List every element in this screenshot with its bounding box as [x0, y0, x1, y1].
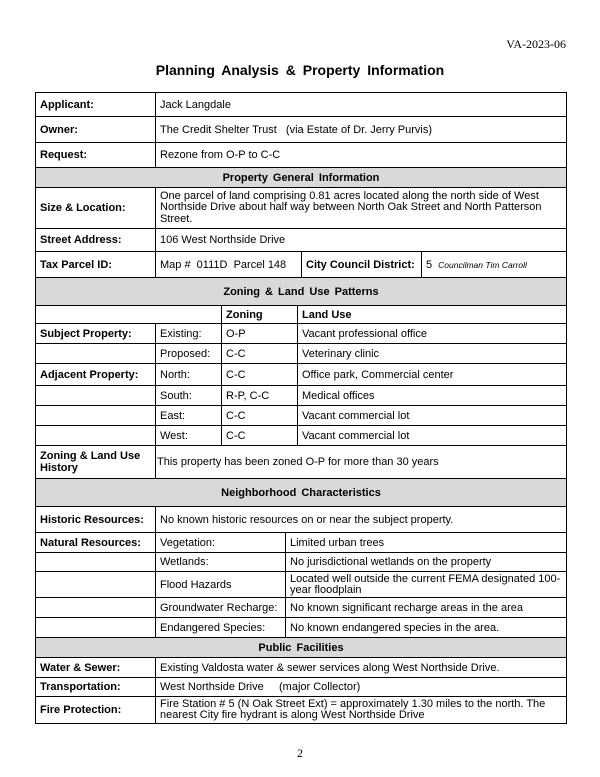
- adjacent-south-row: [36, 385, 566, 405]
- natural-endangered-row: [36, 617, 566, 637]
- adjacent-north-row: [36, 363, 566, 385]
- natural-resource-value: No jurisdictional wetlands on the property: [285, 553, 566, 571]
- subject-land-use: Vacant professional office: [297, 324, 566, 343]
- zoning-history-label: Zoning & Land Use History: [40, 450, 141, 474]
- council-district-number: 5: [426, 258, 433, 271]
- page-number: 2: [297, 746, 303, 760]
- planning-table: [35, 92, 567, 724]
- natural-resource-name: Vegetation:: [155, 533, 285, 552]
- adjacent-direction: South:: [155, 386, 221, 405]
- adjacent-land-use: Vacant commercial lot: [297, 406, 566, 425]
- tax-parcel-row: [36, 251, 566, 277]
- land-use-column-header: Land Use: [297, 306, 566, 323]
- fire-protection-value: Fire Station # 5 (N Oak Street Ext) = approximately 1.30 miles to the north. The nearest City fire hydrant is along West Northside Drive: [155, 697, 566, 723]
- applicant-value: Jack Langdale: [155, 93, 566, 116]
- adjacent-direction: North:: [155, 364, 221, 385]
- water-sewer-label: Water & Sewer:: [40, 661, 121, 674]
- natural-resource-name: Endangered Species:: [155, 618, 285, 637]
- subject-zoning: O-P: [221, 324, 297, 343]
- subject-land-use: Veterinary clinic: [297, 344, 566, 363]
- zoning-history-row: [36, 445, 566, 478]
- tax-parcel-value: Map # 0111D Parcel 148: [155, 252, 301, 277]
- street-address-value: 106 West Northside Drive: [155, 229, 566, 251]
- subject-existing-row: [36, 323, 566, 343]
- council-district-value: [421, 252, 566, 277]
- historic-resources-value: No known historic resources on or near the subject property.: [155, 507, 566, 532]
- adjacent-zoning: R-P, C-C: [221, 386, 297, 405]
- adjacent-east-row: [36, 405, 566, 425]
- public-facilities-heading: Public Facilities: [36, 638, 566, 657]
- request-row: [36, 142, 566, 167]
- subject-zoning: C-C: [221, 344, 297, 363]
- applicant-label: Applicant:: [40, 98, 94, 111]
- natural-resource-value: No known significant recharge areas in the area: [285, 598, 566, 617]
- zoning-columns-row: [36, 305, 566, 323]
- natural-flood-row: [36, 571, 566, 597]
- natural-resources-label: Natural Resources:: [40, 536, 141, 549]
- neighborhood-heading: Neighborhood Characteristics: [36, 479, 566, 506]
- zoning-heading: Zoning & Land Use Patterns: [36, 278, 566, 305]
- natural-wetlands-row: [36, 552, 566, 571]
- transportation-label: Transportation:: [40, 681, 121, 693]
- subject-property-label: Subject Property:: [40, 327, 132, 340]
- neighborhood-heading-row: [36, 478, 566, 506]
- subject-type: Existing:: [155, 324, 221, 343]
- fire-protection-row: [36, 696, 566, 723]
- transportation-value: West Northside Drive (major Collector): [155, 678, 566, 696]
- subject-proposed-row: [36, 343, 566, 363]
- applicant-row: [36, 93, 566, 116]
- natural-groundwater-row: [36, 597, 566, 617]
- adjacent-land-use: Office park, Commercial center: [297, 364, 566, 385]
- owner-label: Owner:: [40, 123, 78, 136]
- natural-resource-name: Flood Hazards: [155, 572, 285, 597]
- adjacent-direction: East:: [155, 406, 221, 425]
- zoning-column-header: Zoning: [221, 306, 297, 323]
- request-value: Rezone from O-P to C-C: [155, 143, 566, 167]
- adjacent-property-label: Adjacent Property:: [40, 368, 139, 381]
- document-title: Planning Analysis & Property Information: [155, 62, 445, 78]
- size-location-label: Size & Location:: [40, 202, 126, 214]
- water-sewer-row: [36, 657, 566, 677]
- owner-value: The Credit Shelter Trust (via Estate of Dr. Jerry Purvis): [155, 117, 566, 142]
- adjacent-zoning: C-C: [221, 364, 297, 385]
- natural-resource-value: Located well outside the current FEMA designated 100-year floodplain: [285, 572, 566, 597]
- size-location-value: One parcel of land comprising 0.81 acres located along the north side of West Northside Drive about half way between North Oak Street and North Patterson Street.: [155, 188, 566, 228]
- property-general-heading: Property General Information: [36, 168, 566, 187]
- tax-parcel-label: Tax Parcel ID:: [40, 258, 112, 271]
- public-facilities-heading-row: [36, 637, 566, 657]
- council-district-label: City Council District:: [301, 252, 421, 277]
- natural-resource-name: Wetlands:: [155, 553, 285, 571]
- fire-protection-label: Fire Protection:: [40, 704, 122, 716]
- street-address-label: Street Address:: [40, 234, 122, 246]
- historic-resources-label: Historic Resources:: [40, 513, 144, 526]
- adjacent-west-row: [36, 425, 566, 445]
- zoning-history-value: This property has been zoned O-P for more than 30 years: [155, 446, 566, 478]
- property-general-heading-row: [36, 167, 566, 187]
- natural-resource-name: Groundwater Recharge:: [155, 598, 285, 617]
- size-location-row: [36, 187, 566, 228]
- transportation-row: [36, 677, 566, 696]
- adjacent-direction: West:: [155, 426, 221, 445]
- owner-row: [36, 116, 566, 142]
- historic-resources-row: [36, 506, 566, 532]
- subject-type: Proposed:: [155, 344, 221, 363]
- natural-resource-value: No known endangered species in the area.: [285, 618, 566, 637]
- request-label: Request:: [40, 149, 88, 161]
- water-sewer-value: Existing Valdosta water & sewer services along West Northside Drive.: [155, 658, 566, 677]
- adjacent-land-use: Vacant commercial lot: [297, 426, 566, 445]
- case-number: VA-2023-06: [506, 37, 566, 51]
- adjacent-zoning: C-C: [221, 426, 297, 445]
- adjacent-land-use: Medical offices: [297, 386, 566, 405]
- councilman-name: Councilman Tim Carroll: [438, 259, 527, 270]
- street-address-row: [36, 228, 566, 251]
- zoning-heading-row: [36, 277, 566, 305]
- adjacent-zoning: C-C: [221, 406, 297, 425]
- natural-vegetation-row: [36, 532, 566, 552]
- natural-resource-value: Limited urban trees: [285, 533, 566, 552]
